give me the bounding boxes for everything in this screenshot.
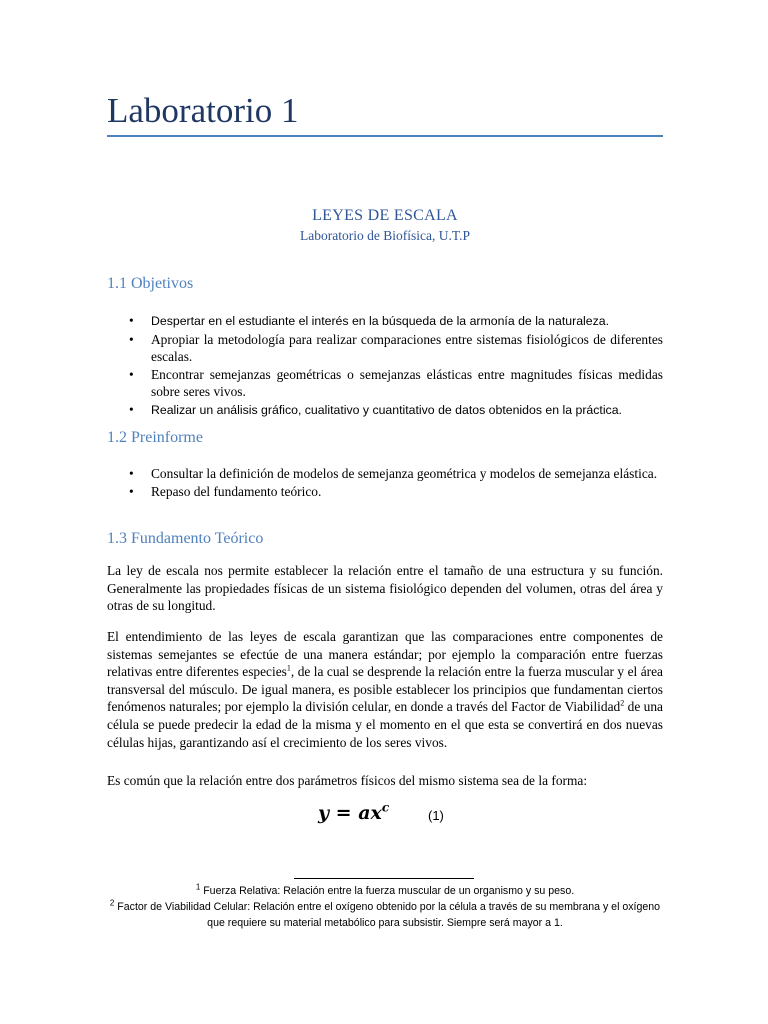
list-item: • Realizar un análisis gráfico, cualitativo y cuantitativo de datos obtenidos en la práctica. (129, 401, 622, 417)
equation-exponent: c (381, 800, 390, 815)
equation: $y = ax^c$ (318, 800, 390, 824)
bullet-icon: • (129, 466, 134, 481)
footnotes (107, 883, 663, 931)
bullet-icon: • (129, 401, 134, 417)
equation-number: (1) (428, 808, 444, 823)
title-underline (107, 135, 663, 137)
bullet-icon: • (129, 366, 134, 382)
list-item: • Apropiar la metodología para realizar comparaciones entre sistemas fisiológicos de diferentes escalas. (129, 331, 663, 365)
footnote-ref-2[interactable]: 2 (620, 698, 625, 708)
bullet-icon: • (129, 483, 134, 499)
list-item: • Encontrar semejanzas geométricas o semejanzas elásticas entre magnitudes físicas medidas sobre seres vivos. (129, 366, 663, 400)
main-heading: LEYES DE ESCALA (312, 207, 458, 224)
footnote-2: $^2$ Factor de Viabilidad Celular: Relación entre el oxígeno obtenido por la célula a través de su membrana y el oxígeno que requiere su material metabólico para subsistir. Siempre será mayor a 1. (109, 898, 661, 929)
section-heading-preinforme: 1.2 Preinforme (107, 429, 203, 446)
preinforme-list (107, 465, 663, 500)
objetivos-list (107, 312, 663, 420)
section-heading-fundamento: 1.3 Fundamento Teórico (107, 530, 264, 547)
list-item: • Repaso del fundamento teórico. (129, 483, 322, 499)
sub-heading: Laboratorio de Biofísica, U.T.P (300, 228, 470, 243)
paragraph-1: La ley de escala nos permite establecer la relación entre el tamaño de una estructura y su función. Generalmente las propiedades físicas de un sistema fisiológico dependen del volumen, otras del área y otras de su longitud. (107, 563, 663, 614)
paragraph-3: Es común que la relación entre dos parámetros físicos del mismo sistema sea de la forma: (107, 773, 588, 788)
bullet-icon: • (129, 313, 134, 328)
paragraph-2: El entendimiento de las leyes de escala garantizan que las comparaciones entre componentes de sistemas semejantes se efectúe de una manera estándar; por ejemplo la comparación entre fuerzas relativas entre diferentes especies$^1$, de la cual se desprende la relación entre la fuerza muscular y el área transversal del músculo. De igual manera, es posible establecer los principios que fundamentan ciertos fenómenos naturales; por ejemplo la división celular, en donde a través del Factor de Viabilidad$^2$ de una célula se puede predecir la edad de la misma y el momento en el que esta se convertirá en dos nuevas células hijas, garantizando así el crecimiento de los seres vivos. (107, 629, 663, 750)
footnote-separator (294, 878, 474, 879)
list-item: • Consultar la definición de modelos de semejanza geométrica y modelos de semejanza elástica. (129, 466, 658, 481)
footnote-1: $^1$ Fuerza Relativa: Relación entre la fuerza muscular de un organismo y su peso. (195, 882, 575, 897)
bullet-icon: • (129, 331, 134, 347)
section-heading-objetivos: 1.1 Objetivos (107, 275, 194, 292)
list-item: • Despertar en el estudiante el interés en la búsqueda de la armonía de la naturaleza. (129, 313, 610, 328)
footnote-ref-1[interactable]: 1 (286, 663, 291, 673)
document-title: Laboratorio 1 (107, 91, 299, 130)
